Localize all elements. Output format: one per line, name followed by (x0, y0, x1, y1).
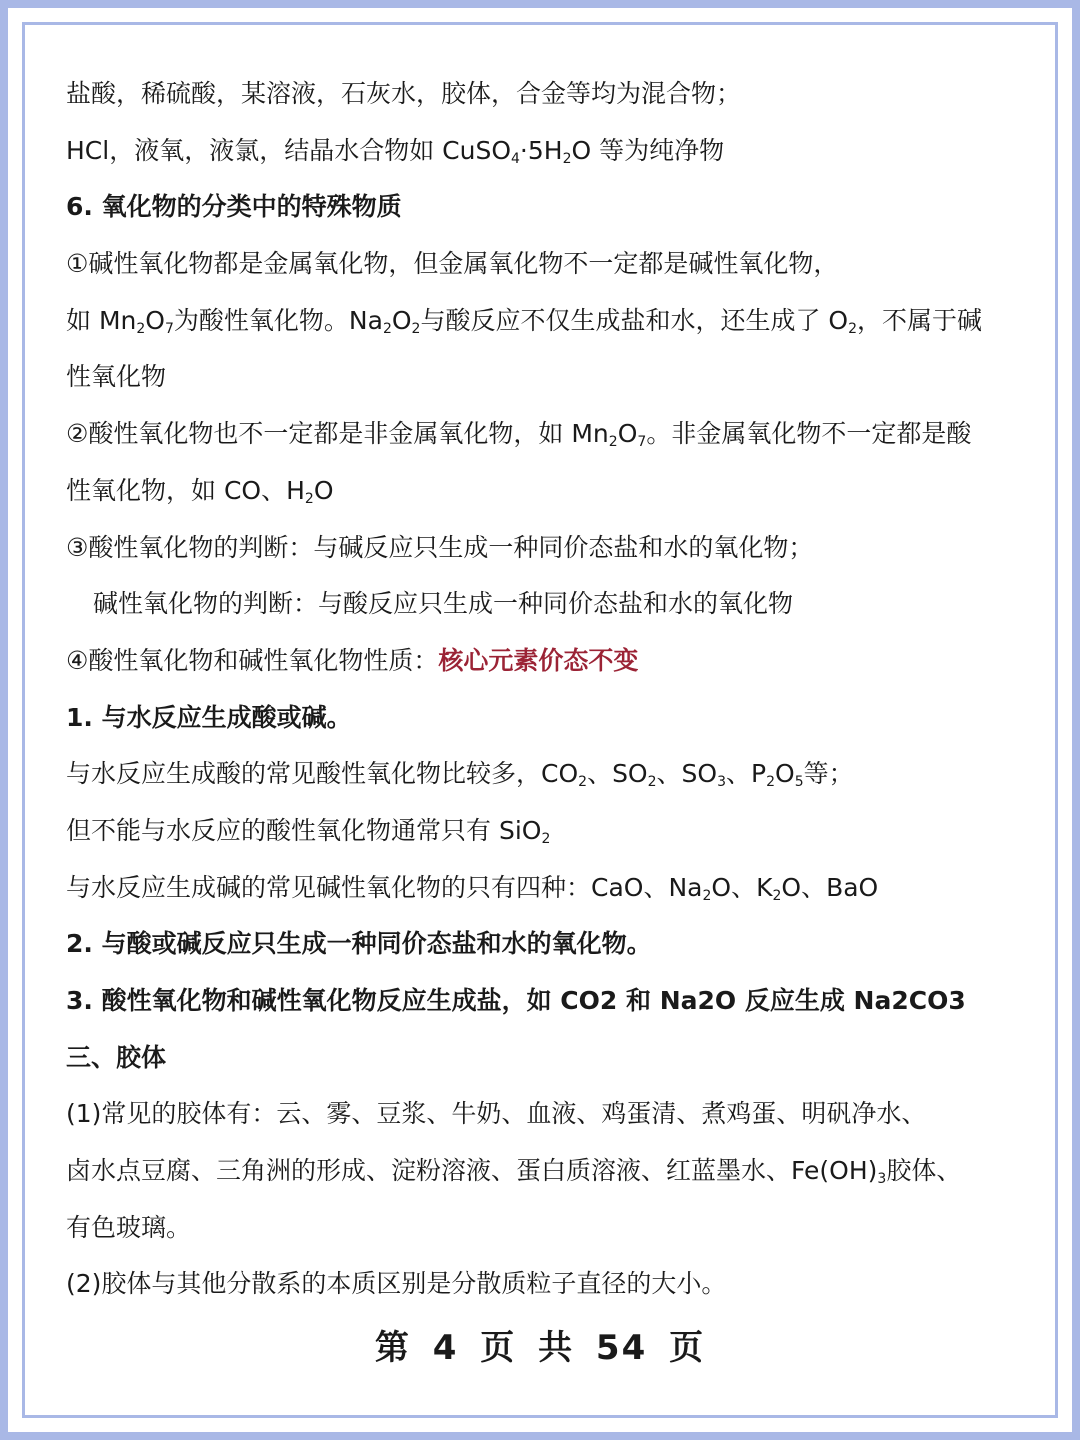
subscript: 3 (877, 1171, 887, 1188)
text-line-15 (66, 860, 1026, 917)
text-span: ④酸性氧化物和碱性氧化物性质： (66, 645, 439, 675)
subheading-3: 3. 酸性氧化物和碱性氧化物反应生成盐，如 CO2 和 Na2O 反应生成 Na2CO3 (66, 986, 966, 1015)
text-span: O (145, 305, 165, 335)
text-span: 与水反应生成酸的常见酸性氧化物比较多，CO (66, 759, 579, 789)
subscript: 2 (702, 887, 712, 904)
subscript: 7 (164, 320, 174, 337)
text-span: ②酸性氧化物也不一定都是非金属氧化物，如 Mn (66, 419, 609, 449)
text-line-5 (66, 293, 1026, 350)
subscript: 2 (647, 774, 657, 791)
subscript: 2 (848, 320, 858, 337)
subheading-1: 1. 与水反应生成酸或碱。 (66, 702, 352, 732)
subheading-2: 2. 与酸或碱反应只生成一种同价态盐和水的氧化物。 (66, 929, 652, 959)
text-span: O、K (711, 872, 773, 902)
text-line-2 (66, 123, 1026, 180)
text-span: 、P (726, 759, 767, 789)
section-heading-colloid: 三、胶体 (66, 1042, 167, 1072)
text-line-21: 有色玻璃。 (66, 1212, 192, 1242)
text-span: 但不能与水反应的酸性氧化物通常只有 SiO (66, 815, 542, 845)
text-line-22: (2)胶体与其他分散系的本质区别是分散质粒子直径的大小。 (66, 1269, 727, 1299)
text-span: O (775, 759, 795, 789)
text-span: HCl，液氧，液氯，结晶水合物如 CuSO (66, 135, 511, 165)
subscript: 2 (562, 150, 572, 167)
subscript: 2 (578, 774, 588, 791)
text-span: O 等为纯净物 (571, 135, 725, 165)
text-span: 卤水点豆腐、三角洲的形成、淀粉溶液、蛋白质溶液、红蓝墨水、Fe(OH) (66, 1156, 878, 1186)
text-span: ，不属于碱 (857, 305, 983, 335)
subscript: 2 (772, 887, 782, 904)
text-span: 与水反应生成碱的常见碱性氧化物的只有四种：CaO、Na (66, 872, 703, 902)
text-line-11 (66, 633, 1026, 690)
subscript: 7 (637, 434, 647, 451)
text-span: 、SO (587, 759, 648, 789)
subscript: 4 (511, 150, 520, 167)
subscript: 2 (136, 320, 146, 337)
text-span: O (391, 305, 412, 335)
text-span: 为酸性氧化物。Na (173, 305, 383, 335)
text-line-20 (66, 1143, 1026, 1200)
text-line-8 (66, 463, 1026, 520)
subscript: 2 (608, 434, 618, 451)
document-body (66, 66, 1026, 1313)
subscript: 5 (794, 774, 804, 791)
page-number: 第 4 页 共 54 页 (374, 1328, 706, 1368)
section-heading-6: 6. 氧化物的分类中的特殊物质 (66, 192, 402, 222)
text-line-9: ③酸性氧化物的判断：与碱反应只生成一种同价态盐和水的氧化物； (66, 532, 814, 562)
text-span: O、BaO (781, 872, 879, 902)
text-line-10: 碱性氧化物的判断：与酸反应只生成一种同价态盐和水的氧化物 (93, 589, 794, 619)
subscript: 2 (411, 320, 421, 337)
subscript: 2 (382, 320, 392, 337)
text-line-19: (1)常见的胶体有：云、雾、豆浆、牛奶、血液、鸡蛋清、煮鸡蛋、明矾净水、 (66, 1099, 927, 1129)
text-span: O (313, 475, 334, 505)
text-line-7 (66, 406, 1026, 463)
subscript: 2 (766, 774, 776, 791)
text-line-14 (66, 803, 1026, 860)
text-span: 、SO (656, 759, 718, 789)
text-span: ·5H (519, 135, 563, 165)
text-span: 性氧化物，如 CO、H (66, 475, 305, 505)
text-line-6: 性氧化物 (66, 362, 167, 392)
text-span: 与酸反应不仅生成盐和水，还生成了 O (420, 305, 849, 335)
text-line-13 (66, 746, 1026, 803)
subscript: 2 (304, 490, 314, 507)
highlight-text: 核心元素价态不变 (438, 645, 639, 675)
text-line-4: ①碱性氧化物都是金属氧化物，但金属氧化物不一定都是碱性氧化物， (66, 249, 839, 279)
text-line-1: 盐酸，稀硫酸，某溶液，石灰水，胶体，合金等均为混合物； (66, 79, 742, 108)
text-span: 胶体、 (886, 1156, 962, 1186)
text-span: 。非金属氧化物不一定都是酸 (646, 419, 972, 449)
subscript: 3 (717, 774, 727, 791)
text-span: 如 Mn (66, 305, 137, 335)
text-span: 等； (803, 759, 854, 789)
subscript: 2 (541, 830, 551, 847)
text-span: O (617, 419, 638, 449)
